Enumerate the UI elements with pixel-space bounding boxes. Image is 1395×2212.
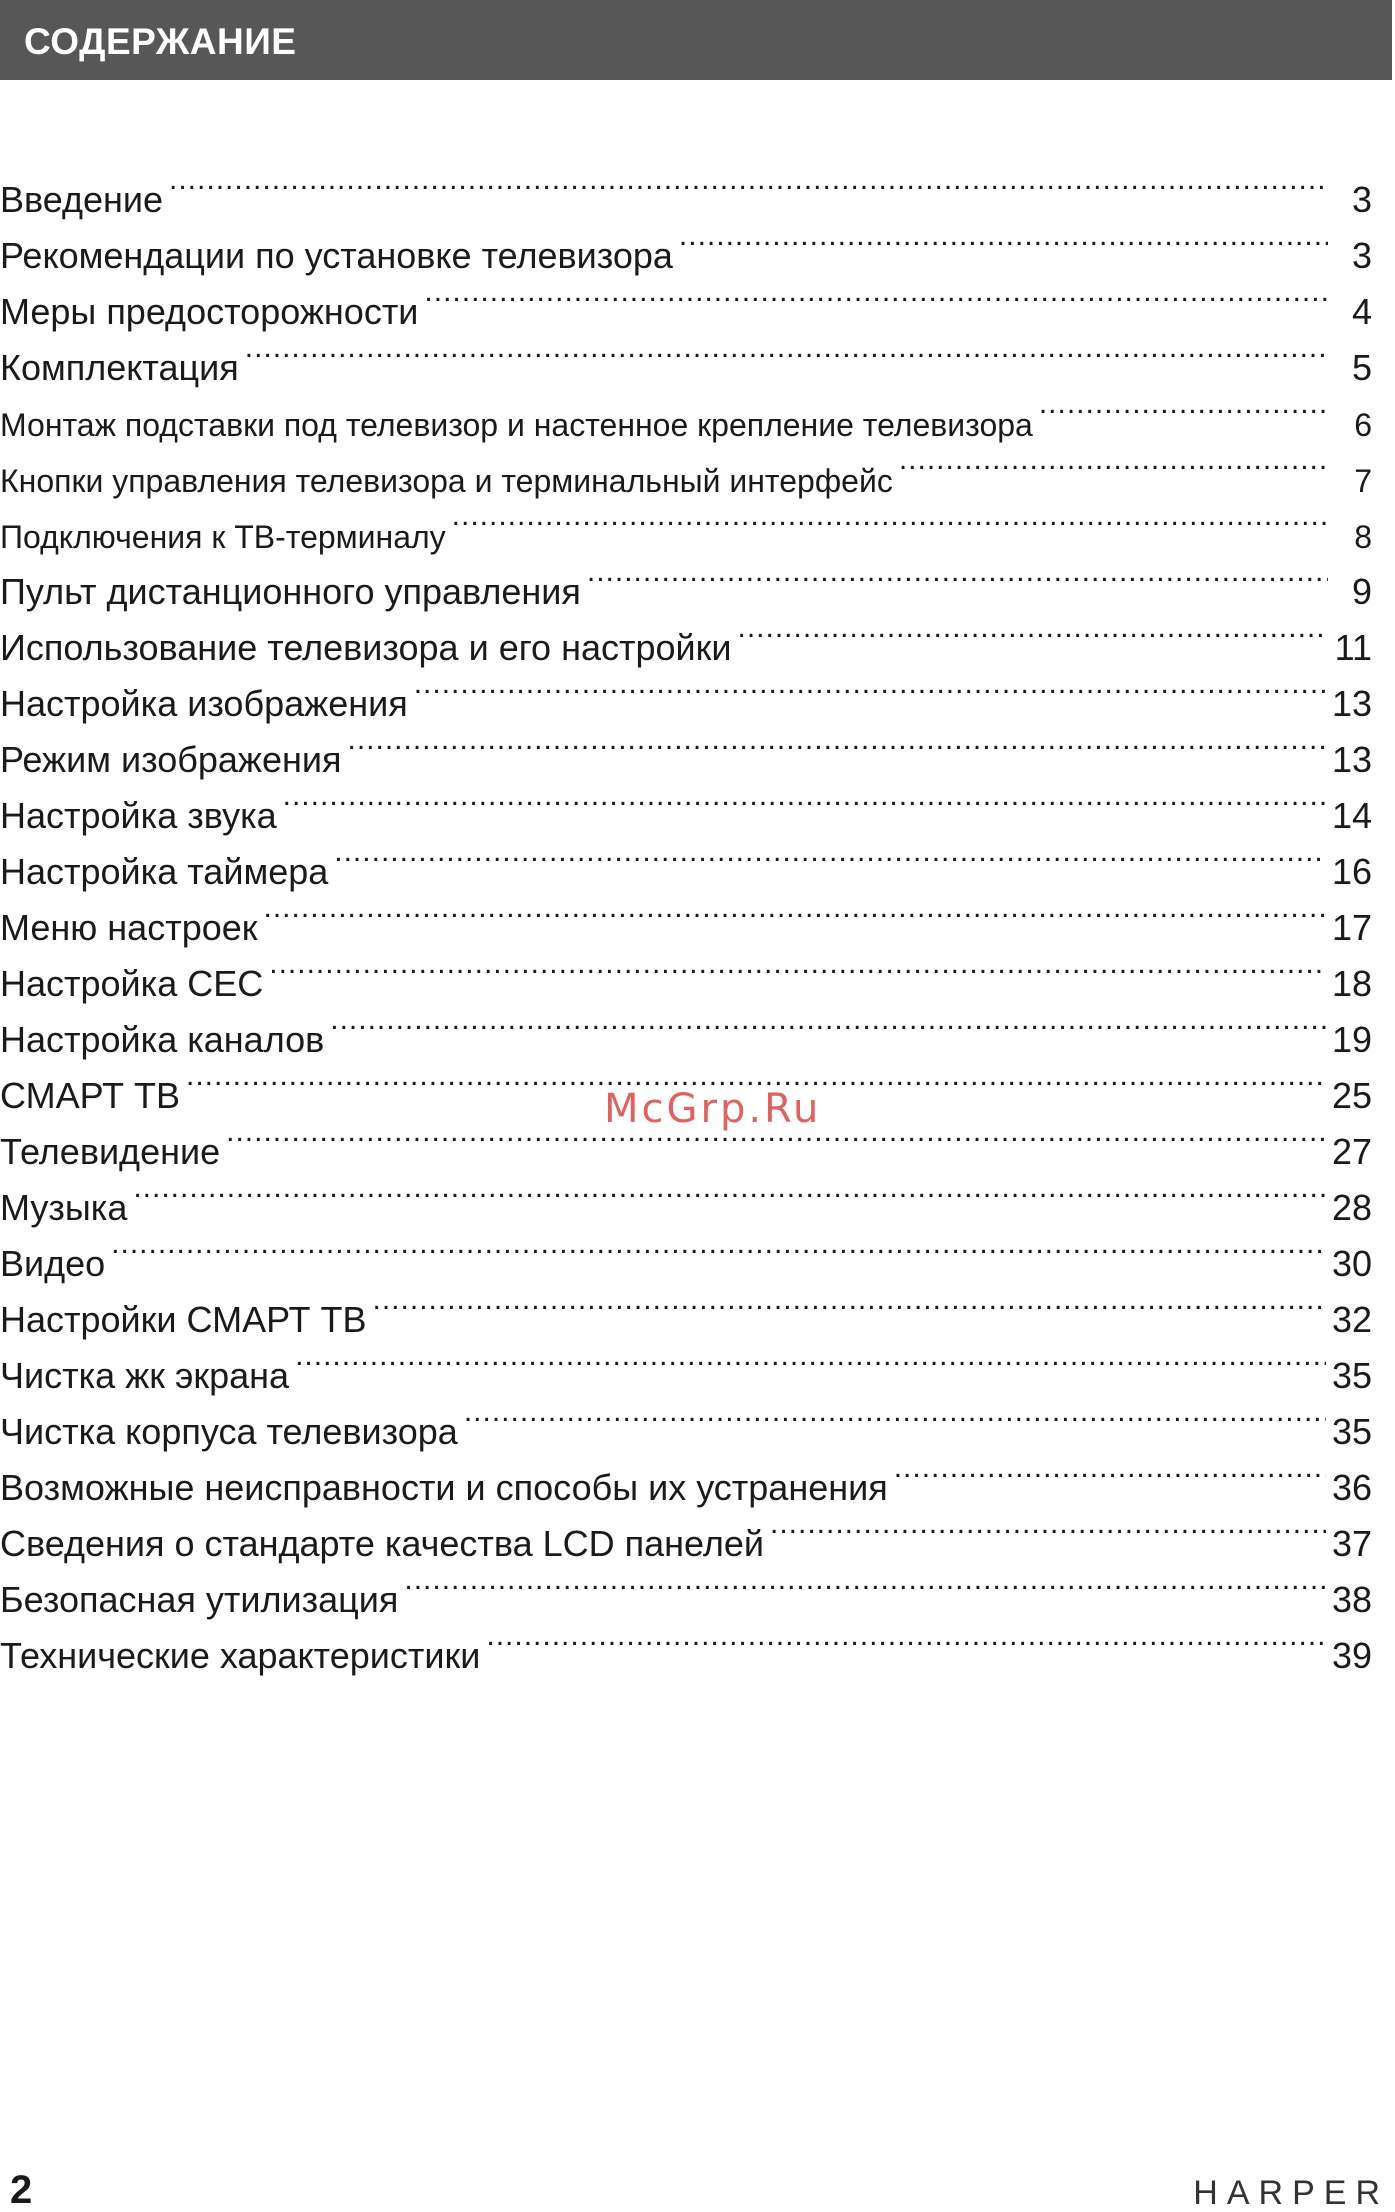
toc-leader-dots <box>283 780 1326 828</box>
toc-leader-dots <box>414 668 1326 716</box>
toc-entry-title: Настройка таймера <box>0 851 329 892</box>
toc-entry <box>0 668 1372 724</box>
brand-logo: HARPER <box>1193 2174 1389 2212</box>
toc-entry <box>0 1284 1372 1340</box>
toc-entry-title: Технические характеристики <box>0 1635 481 1676</box>
toc-entry-page: 6 <box>1354 407 1372 443</box>
toc-entry-page: 39 <box>1331 1635 1372 1676</box>
toc-entry-title: Видео <box>0 1243 106 1284</box>
toc-entry-page: 13 <box>1331 739 1372 780</box>
toc-entry <box>0 1396 1372 1452</box>
toc-entry-page: 32 <box>1331 1299 1372 1340</box>
toc-leader-dots <box>899 444 1328 492</box>
toc-entry <box>0 780 1372 836</box>
toc-entry <box>0 444 1372 500</box>
toc-entry <box>0 388 1372 444</box>
toc-entry-page: 5 <box>1351 347 1372 388</box>
toc-leader-dots <box>452 500 1328 548</box>
toc-entry-page: 37 <box>1331 1523 1372 1564</box>
toc-entry-title: Режим изображения <box>0 739 342 780</box>
toc-leader-dots <box>111 1228 1326 1276</box>
toc-leader-dots <box>245 332 1328 380</box>
toc-entry-title: СМАРТ ТВ <box>0 1075 180 1116</box>
toc-entry-title: Настройка изображения <box>0 683 408 724</box>
toc-entry-page: 35 <box>1331 1355 1372 1396</box>
toc-entry-page: 7 <box>1354 463 1372 499</box>
toc-entry <box>0 556 1372 612</box>
page-title: СОДЕРЖАНИЕ <box>24 21 297 62</box>
toc-leader-dots <box>424 276 1328 324</box>
toc-leader-dots <box>587 556 1328 604</box>
toc-entry <box>0 1508 1372 1564</box>
toc-leader-dots <box>169 164 1328 212</box>
toc-leader-dots <box>894 1452 1326 1500</box>
toc-leader-dots <box>373 1284 1326 1332</box>
toc-entry-title: Монтаж подставки под телевизор и настенное крепление телевизора <box>0 407 1033 443</box>
toc-leader-dots <box>679 220 1328 268</box>
toc-entry-page: 25 <box>1331 1075 1372 1116</box>
toc-entry-title: Меню настроек <box>0 907 258 948</box>
toc-entry <box>0 892 1372 948</box>
toc-entry-title: Телевидение <box>0 1131 221 1172</box>
toc-entry-title: Настройка каналов <box>0 1019 325 1060</box>
toc-entry <box>0 836 1372 892</box>
toc-leader-dots <box>334 836 1326 884</box>
toc-entry-title: Пульт дистанционного управления <box>0 571 581 612</box>
toc-entry-title: Использование телевизора и его настройки <box>0 627 732 668</box>
toc-leader-dots <box>295 1340 1326 1388</box>
toc-entry <box>0 1172 1372 1228</box>
toc-entry-title: Настройки СМАРТ ТВ <box>0 1299 367 1340</box>
toc-entry <box>0 276 1372 332</box>
watermark-text: McGrp.Ru <box>604 1086 822 1132</box>
toc-entry-title: Введение <box>0 179 164 220</box>
toc-entry <box>0 220 1372 276</box>
toc-entry-page: 11 <box>1334 627 1372 668</box>
toc-leader-dots <box>269 948 1326 996</box>
toc-entry-page: 30 <box>1331 1243 1372 1284</box>
toc-entry-page: 38 <box>1331 1579 1372 1620</box>
toc-entry-page: 13 <box>1331 683 1372 724</box>
toc-entry <box>0 724 1372 780</box>
toc-entry-title: Рекомендации по установке телевизора <box>0 235 673 276</box>
toc-entry-title: Музыка <box>0 1187 128 1228</box>
page-number: 2 <box>10 2168 33 2212</box>
toc-entry-page: 18 <box>1331 963 1372 1004</box>
toc-entry-page: 9 <box>1351 571 1372 612</box>
toc-entry <box>0 332 1372 388</box>
toc-entry <box>0 1004 1372 1060</box>
toc-leader-dots <box>737 612 1328 660</box>
toc-entry-title: Настройка звука <box>0 795 277 836</box>
toc-entry <box>0 612 1372 668</box>
toc-leader-dots <box>1039 388 1328 436</box>
toc-entry <box>0 164 1372 220</box>
toc-entry-title: Сведения о стандарте качества LCD панелей <box>0 1523 764 1564</box>
toc-entry-page: 8 <box>1354 519 1372 555</box>
toc-entry <box>0 1564 1372 1620</box>
toc-entry-page: 3 <box>1351 179 1372 220</box>
toc-leader-dots <box>330 1004 1326 1052</box>
toc-leader-dots <box>404 1564 1326 1612</box>
toc-entry-page: 35 <box>1331 1411 1372 1452</box>
toc-entry <box>0 1452 1372 1508</box>
toc-entry-page: 16 <box>1331 851 1372 892</box>
toc-leader-dots <box>264 892 1326 940</box>
toc-entry <box>0 1620 1372 1676</box>
toc-entry <box>0 1228 1372 1284</box>
toc-leader-dots <box>486 1620 1326 1668</box>
toc-entry-page: 14 <box>1331 795 1372 836</box>
toc-entry-title: Подключения к ТВ-терминалу <box>0 519 446 555</box>
toc-leader-dots <box>464 1396 1326 1444</box>
toc-entry-title: Меры предосторожности <box>0 291 419 332</box>
toc-entry-title: Возможные неисправности и способы их устранения <box>0 1467 888 1508</box>
toc-entry <box>0 948 1372 1004</box>
toc-leader-dots <box>347 724 1325 772</box>
toc-leader-dots <box>133 1172 1326 1220</box>
toc-entry-title: Безопасная утилизация <box>0 1579 399 1620</box>
toc-entry-title: Комплектация <box>0 347 239 388</box>
table-of-contents <box>0 164 1372 1676</box>
toc-entry-title: Чистка корпуса телевизора <box>0 1411 458 1452</box>
toc-entry-title: Чистка жк экрана <box>0 1355 290 1396</box>
toc-entry <box>0 1340 1372 1396</box>
toc-entry-title: Настройка CEC <box>0 963 264 1004</box>
toc-entry-page: 36 <box>1331 1467 1372 1508</box>
toc-entry-page: 3 <box>1351 235 1372 276</box>
toc-entry-page: 4 <box>1351 291 1372 332</box>
toc-entry-page: 17 <box>1331 907 1372 948</box>
toc-entry-title: Кнопки управления телевизора и терминальный интерфейс <box>0 463 893 499</box>
toc-entry-page: 19 <box>1331 1019 1372 1060</box>
toc-leader-dots <box>770 1508 1326 1556</box>
header-bar <box>0 0 1392 80</box>
toc-entry-page: 27 <box>1331 1131 1372 1172</box>
toc-entry-page: 28 <box>1331 1187 1372 1228</box>
toc-entry <box>0 500 1372 556</box>
